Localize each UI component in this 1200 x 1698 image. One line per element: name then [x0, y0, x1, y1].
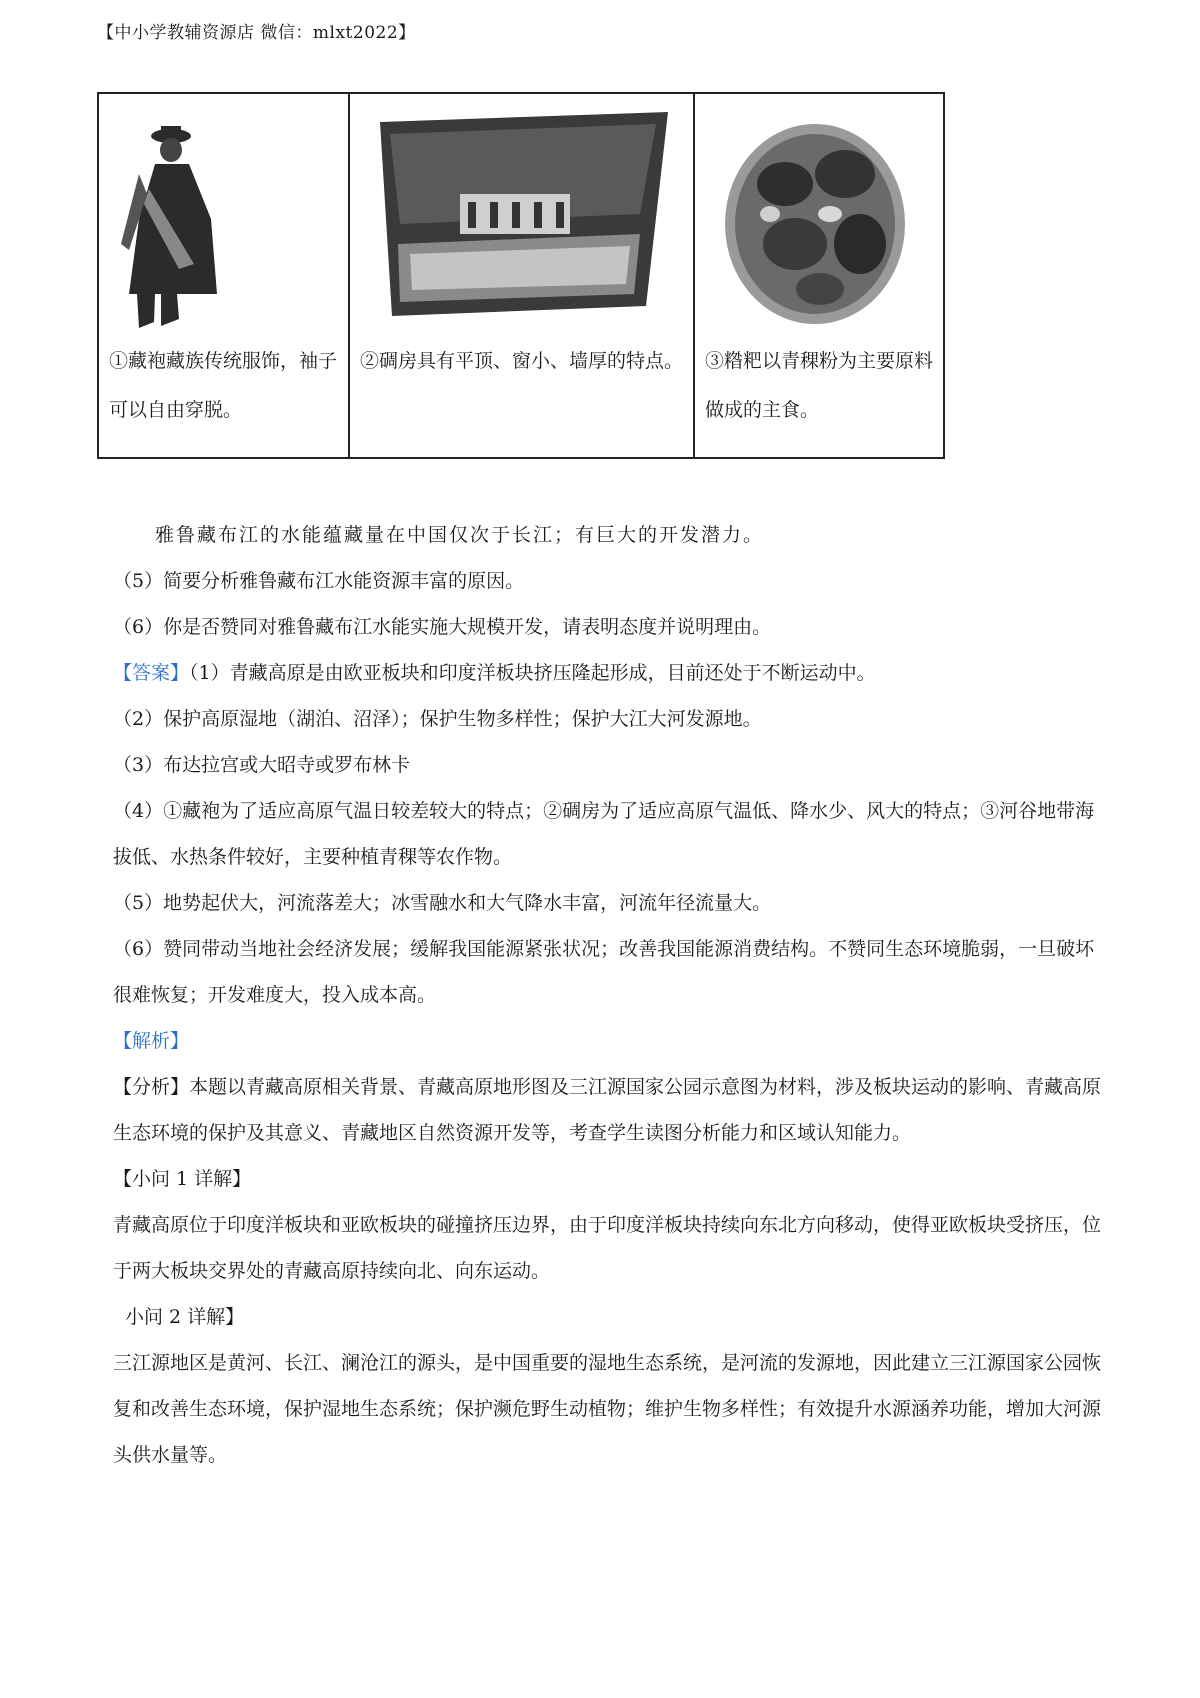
- q1-text: 青藏高原位于印度洋板块和亚欧板块的碰撞挤压边界，由于印度洋板块持续向东北方向移动，使得亚欧板块受挤压，位于两大板块交界处的青藏高原持续向北、向东运动。: [113, 1214, 1102, 1282]
- analysis-label: 【解析】: [113, 1030, 190, 1052]
- answer-1-line: [113, 650, 1103, 696]
- tibetan-robe-icon: [99, 94, 346, 337]
- figure-caption-3: ③糌粑以青稞粉为主要原料做成的主食。: [705, 350, 934, 421]
- figure-caption-2: ②碉房具有平顶、窗小、墙厚的特点。: [360, 350, 684, 372]
- stone-house-icon: [350, 94, 693, 337]
- q1-title: 【小问 1 详解】: [113, 1168, 252, 1190]
- analysis-intro: 【分析】本题以青藏高原相关背景、青藏高原地形图及三江源国家公园示意图为材料，涉及板块运动的影响、青藏高原生态环境的保护及其意义、青藏地区自然资源开发等，考查学生读图分析能力和区域认知能力。: [113, 1076, 1102, 1144]
- figure-table: [97, 92, 945, 459]
- answer-5: （5）地势起伏大，河流落差大；冰雪融水和大气降水丰富，河流年径流量大。: [113, 892, 772, 914]
- intro-text: 雅鲁藏布江的水能蕴藏量在中国仅次于长江；有巨大的开发潜力。: [155, 524, 765, 546]
- q2-title: 小问 2 详解】: [125, 1306, 245, 1328]
- tsampa-food-icon: [695, 94, 942, 337]
- figure-cell-robe: [98, 93, 349, 458]
- figure-cell-food: [694, 93, 944, 458]
- figure-cell-house: [349, 93, 694, 458]
- question-6: （6）你是否赞同对雅鲁藏布江水能实施大规模开发，请表明态度并说明理由。: [113, 616, 772, 638]
- answer-6: （6）赞同带动当地社会经济发展；缓解我国能源紧张状况；改善我国能源消费结构。不赞同生态环境脆弱，一旦破坏很难恢复；开发难度大，投入成本高。: [113, 938, 1095, 1006]
- document-body: [113, 512, 1103, 1478]
- page-header: 【中小学教辅资源店 微信：mlxt2022】: [97, 23, 416, 43]
- answer-2: （2）保护高原湿地（湖泊、沼泽）；保护生物多样性；保护大江大河发源地。: [113, 708, 762, 730]
- figure-caption-1: ①藏袍藏族传统服饰，袖子可以自由穿脱。: [109, 350, 338, 421]
- answer-label: 【答案】: [113, 662, 190, 684]
- question-5: （5）简要分析雅鲁藏布江水能资源丰富的原因。: [113, 570, 525, 592]
- answer-3: （3）布达拉宫或大昭寺或罗布林卡: [113, 754, 411, 776]
- answer-4: （4）①藏袍为了适应高原气温日较差较大的特点；②碉房为了适应高原气温低、降水少、风大的特点；③河谷地带海拔低、水热条件较好，主要种植青稞等农作物。: [113, 800, 1095, 868]
- q2-text: 三江源地区是黄河、长江、澜沧江的源头，是中国重要的湿地生态系统，是河流的发源地，因此建立三江源国家公园恢复和改善生态环境，保护湿地生态系统；保护濒危野生动植物；维护生物多样性；有效提升水源涵养功能，增加大河源头供水量等。: [113, 1352, 1102, 1466]
- answer-1: （1）青藏高原是由欧亚板块和印度洋板块挤压隆起形成，目前还处于不断运动中。: [189, 662, 876, 684]
